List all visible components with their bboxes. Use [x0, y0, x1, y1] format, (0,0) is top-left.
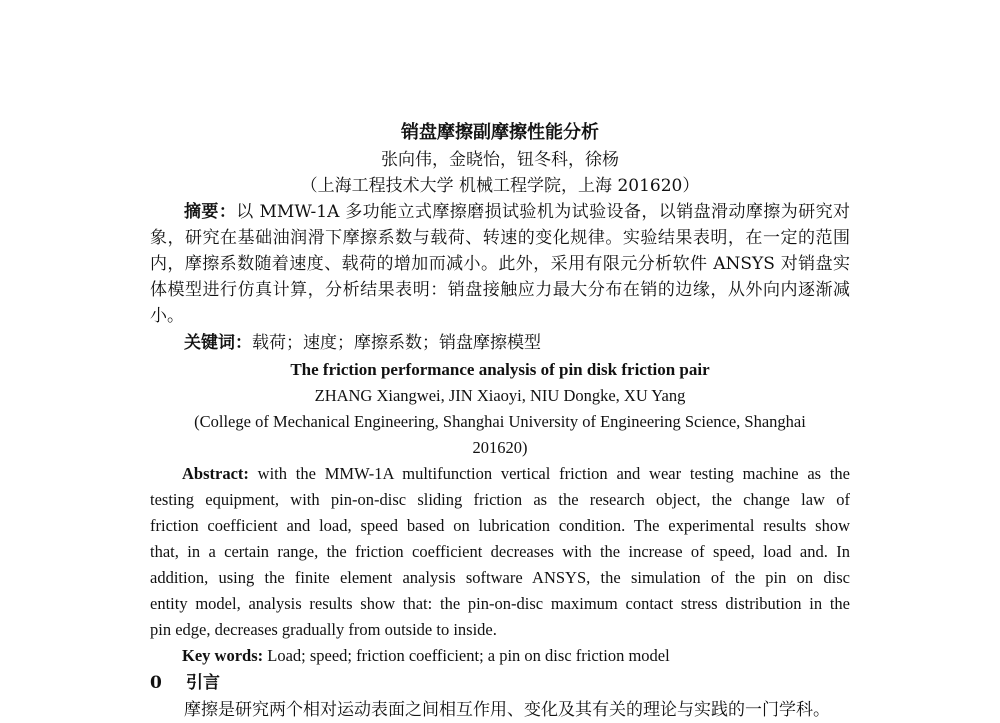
section-title: 引言	[186, 673, 220, 693]
abstract-en-line-1	[150, 461, 850, 487]
keywords-en-text: Load; speed; friction coefficient; a pin on disc friction model	[263, 646, 670, 665]
abstract-en-line-6: entity model, analysis results show that: the pin-on-disc maximum contact stress distribution in the	[150, 594, 850, 613]
paper-title-en: The friction performance analysis of pin disk friction pair	[290, 360, 710, 379]
keywords-en	[150, 643, 850, 669]
abstract-cn-text-1: 以 MMW-1A 多功能立式摩擦磨损试验机为试验设备，以销盘滑动摩擦为研究对	[236, 202, 850, 222]
keywords-label-cn: 关键词：	[184, 333, 252, 353]
authors-cn: 张向伟，金晓怡，钮冬科，徐杨	[381, 150, 619, 170]
section-heading	[150, 670, 850, 696]
abstract-cn-line-4: 体模型进行仿真计算，分析结果表明：销盘接触应力最大分布在销的边缘，从外向内逐渐减	[150, 280, 850, 300]
paper-title-cn: 销盘摩擦副摩擦性能分析	[401, 122, 599, 143]
authors-en: ZHANG Xiangwei, JIN Xiaoyi, NIU Dongke, XU Yang	[314, 386, 686, 405]
abstract-cn-line-1	[150, 199, 850, 225]
abstract-cn-line-2: 象，研究在基础油润滑下摩擦系数与载荷、转速的变化规律。实验结果表明，在一定的范围	[150, 228, 850, 248]
keywords-label-en: Key words:	[182, 646, 264, 665]
abstract-en-line-2: testing equipment, with pin-on-disc sliding friction as the research object, the change law of	[150, 490, 850, 509]
abstract-cn-line-5: 小。	[150, 306, 184, 326]
abstract-en-line-4: that, in a certain range, the friction coefficient decreases with the increase of speed, load and. In	[150, 542, 850, 561]
abstract-en-line-5: addition, using the finite element analysis software ANSYS, the simulation of the pin on disc	[150, 568, 850, 587]
keywords-cn	[150, 330, 850, 356]
abstract-en-text-1: with the MMW-1A multifunction vertical friction and wear testing machine as the	[248, 464, 850, 483]
abstract-en-line-3: friction coefficient and load, speed based on lubrication condition. The experimental results show	[150, 516, 850, 535]
keywords-cn-text: 载荷；速度；摩擦系数；销盘摩擦模型	[252, 333, 541, 353]
abstract-en-line-7: pin edge, decreases gradually from outside to inside.	[150, 620, 497, 639]
affiliation-cn: （上海工程技术大学 机械工程学院，上海 201620）	[300, 176, 700, 196]
intro-first-line: 摩擦是研究两个相对运动表面之间相互作用、变化及其有关的理论与实践的一门学科。	[184, 700, 830, 720]
abstract-label-cn: 摘要：	[184, 202, 237, 222]
affiliation-en-line-2: 201620)	[472, 438, 528, 457]
affiliation-en-line-1: (College of Mechanical Engineering, Shanghai University of Engineering Science, Shanghai	[194, 412, 806, 431]
abstract-cn-line-3: 内，摩擦系数随着速度、载荷的增加而减小。此外，采用有限元分析软件 ANSYS 对销盘实	[150, 254, 850, 274]
section-number: 0	[150, 673, 162, 693]
abstract-label-en: Abstract:	[182, 464, 249, 483]
